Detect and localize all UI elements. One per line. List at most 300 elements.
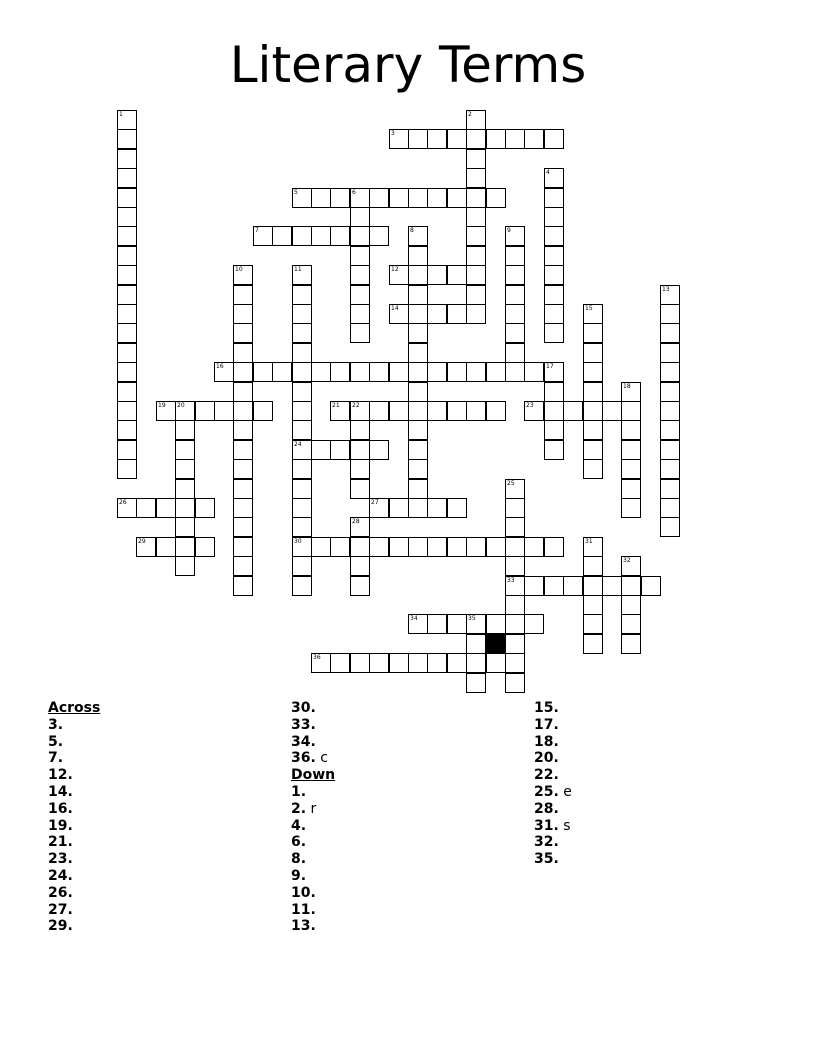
grid-cell[interactable] — [350, 362, 370, 382]
grid-cell[interactable] — [156, 498, 176, 518]
grid-cell[interactable] — [292, 285, 312, 305]
grid-cell[interactable] — [408, 614, 428, 634]
clue-number: 15 — [585, 305, 593, 312]
grid-cell[interactable] — [253, 226, 273, 246]
grid-cell[interactable] — [233, 304, 253, 324]
grid-cell[interactable] — [505, 226, 525, 246]
grid-cell[interactable] — [292, 382, 312, 402]
grid-cell[interactable] — [292, 517, 312, 537]
grid-cell[interactable] — [427, 188, 447, 208]
grid-cell[interactable] — [505, 285, 525, 305]
grid-cell[interactable] — [466, 110, 486, 130]
grid-cell[interactable] — [136, 498, 156, 518]
grid-cell[interactable] — [563, 576, 583, 596]
grid-cell[interactable] — [369, 401, 389, 421]
grid-cell[interactable] — [330, 440, 350, 460]
grid-cell[interactable] — [253, 401, 273, 421]
grid-cell[interactable] — [427, 265, 447, 285]
grid-cell[interactable] — [233, 285, 253, 305]
grid-cell[interactable] — [408, 401, 428, 421]
grid-cell[interactable] — [117, 323, 137, 343]
grid-cell[interactable] — [466, 634, 486, 654]
grid-cell[interactable] — [621, 401, 641, 421]
grid-cell[interactable] — [447, 498, 467, 518]
grid-cell[interactable] — [408, 479, 428, 499]
grid-cell[interactable] — [505, 653, 525, 673]
grid-cell[interactable] — [447, 614, 467, 634]
grid-cell[interactable] — [272, 362, 292, 382]
grid-cell[interactable] — [660, 285, 680, 305]
grid-cell[interactable] — [117, 420, 137, 440]
grid-cell[interactable] — [466, 129, 486, 149]
grid-cell[interactable] — [660, 343, 680, 363]
grid-cell[interactable] — [583, 459, 603, 479]
grid-cell[interactable] — [466, 401, 486, 421]
grid-cell[interactable] — [117, 459, 137, 479]
grid-cell[interactable] — [389, 304, 409, 324]
grid-cell[interactable] — [292, 576, 312, 596]
grid-cell[interactable] — [427, 614, 447, 634]
grid-cell[interactable] — [427, 401, 447, 421]
grid-cell[interactable] — [466, 285, 486, 305]
grid-cell[interactable] — [660, 498, 680, 518]
grid-cell[interactable] — [524, 537, 544, 557]
grid-cell[interactable] — [408, 304, 428, 324]
clue-number: 25 — [507, 480, 515, 487]
grid-cell[interactable] — [408, 382, 428, 402]
grid-cell[interactable] — [175, 498, 195, 518]
grid-cell[interactable] — [408, 362, 428, 382]
grid-cell[interactable] — [505, 323, 525, 343]
grid-cell[interactable] — [660, 479, 680, 499]
grid-cell[interactable] — [369, 653, 389, 673]
grid-cell[interactable] — [233, 343, 253, 363]
grid-cell[interactable] — [233, 401, 253, 421]
grid-cell[interactable] — [389, 362, 409, 382]
grid-cell[interactable] — [272, 226, 292, 246]
grid-cell[interactable] — [660, 517, 680, 537]
grid-cell[interactable] — [117, 246, 137, 266]
grid-cell[interactable] — [330, 188, 350, 208]
grid-cell[interactable] — [583, 440, 603, 460]
grid-cell[interactable] — [447, 362, 467, 382]
grid-cell[interactable] — [544, 285, 564, 305]
grid-cell[interactable] — [621, 498, 641, 518]
grid-cell[interactable] — [233, 323, 253, 343]
grid-cell[interactable] — [233, 517, 253, 537]
grid-cell[interactable] — [253, 362, 273, 382]
grid-cell[interactable] — [486, 614, 506, 634]
grid-cell[interactable] — [350, 401, 370, 421]
grid-cell[interactable] — [466, 673, 486, 693]
grid-cell[interactable] — [544, 207, 564, 227]
grid-cell[interactable] — [583, 420, 603, 440]
grid-cell[interactable] — [350, 576, 370, 596]
grid-cell[interactable] — [408, 226, 428, 246]
grid-cell[interactable] — [427, 304, 447, 324]
grid-cell[interactable] — [175, 459, 195, 479]
grid-cell[interactable] — [292, 362, 312, 382]
grid-cell[interactable] — [389, 265, 409, 285]
grid-cell[interactable] — [136, 537, 156, 557]
grid-cell[interactable] — [195, 537, 215, 557]
grid-cell[interactable] — [117, 401, 137, 421]
grid-cell[interactable] — [175, 556, 195, 576]
grid-cell[interactable] — [583, 576, 603, 596]
grid-cell[interactable] — [660, 323, 680, 343]
grid-cell[interactable] — [505, 595, 525, 615]
grid-cell[interactable] — [214, 401, 234, 421]
grid-cell[interactable] — [427, 129, 447, 149]
grid-cell[interactable] — [233, 479, 253, 499]
down-header: Down — [291, 767, 336, 784]
page-title: Literary Terms — [229, 36, 587, 94]
grid-cell[interactable] — [311, 537, 331, 557]
grid-cell[interactable] — [466, 168, 486, 188]
grid-cell[interactable] — [389, 537, 409, 557]
grid-cell[interactable] — [330, 226, 350, 246]
grid-cell[interactable] — [466, 246, 486, 266]
grid-cell[interactable] — [621, 556, 641, 576]
grid-cell[interactable] — [350, 265, 370, 285]
grid-cell[interactable] — [544, 265, 564, 285]
grid-cell[interactable] — [117, 343, 137, 363]
grid-cell[interactable] — [350, 556, 370, 576]
grid-cell[interactable] — [117, 265, 137, 285]
grid-cell[interactable] — [233, 498, 253, 518]
grid-cell[interactable] — [544, 129, 564, 149]
grid-cell[interactable] — [369, 226, 389, 246]
grid-cell[interactable] — [583, 401, 603, 421]
grid-cell[interactable] — [583, 595, 603, 615]
grid-cell[interactable] — [486, 129, 506, 149]
grid-cell[interactable] — [175, 401, 195, 421]
grid-cell[interactable] — [195, 401, 215, 421]
grid-cell[interactable] — [175, 517, 195, 537]
grid-cell[interactable] — [117, 440, 137, 460]
grid-cell[interactable] — [544, 420, 564, 440]
grid-cell[interactable] — [195, 498, 215, 518]
grid-cell[interactable] — [117, 129, 137, 149]
grid-cell[interactable] — [621, 614, 641, 634]
clue-item — [48, 801, 100, 818]
grid-cell[interactable] — [505, 265, 525, 285]
grid-cell[interactable] — [660, 362, 680, 382]
grid-cell[interactable] — [621, 459, 641, 479]
grid-cell[interactable] — [505, 246, 525, 266]
grid-cell[interactable] — [117, 498, 137, 518]
grid-cell[interactable] — [621, 634, 641, 654]
grid-cell[interactable] — [408, 129, 428, 149]
grid-cell[interactable] — [466, 304, 486, 324]
clue-number-label: 29. — [48, 918, 73, 935]
grid-cell[interactable] — [466, 537, 486, 557]
grid-cell[interactable] — [311, 653, 331, 673]
grid-cell[interactable] — [505, 576, 525, 596]
grid-cell[interactable] — [621, 595, 641, 615]
grid-cell[interactable] — [505, 343, 525, 363]
grid-cell[interactable] — [544, 401, 564, 421]
grid-cell[interactable] — [447, 653, 467, 673]
grid-cell[interactable] — [156, 537, 176, 557]
grid-cell[interactable] — [660, 440, 680, 460]
grid-cell[interactable] — [505, 673, 525, 693]
grid-cell[interactable] — [505, 537, 525, 557]
grid-cell[interactable] — [408, 188, 428, 208]
grid-cell[interactable] — [408, 440, 428, 460]
grid-cell[interactable] — [175, 440, 195, 460]
grid-cell[interactable] — [524, 362, 544, 382]
grid-cell[interactable] — [544, 304, 564, 324]
grid-cell[interactable] — [175, 479, 195, 499]
grid-cell[interactable] — [427, 362, 447, 382]
grid-cell[interactable] — [408, 420, 428, 440]
grid-cell[interactable] — [233, 459, 253, 479]
grid-cell[interactable] — [466, 653, 486, 673]
grid-cell[interactable] — [408, 323, 428, 343]
grid-cell[interactable] — [330, 537, 350, 557]
grid-cell[interactable] — [311, 226, 331, 246]
grid-cell[interactable] — [544, 537, 564, 557]
grid-cell[interactable] — [233, 576, 253, 596]
grid-cell[interactable] — [292, 537, 312, 557]
grid-cell[interactable] — [330, 653, 350, 673]
grid-cell[interactable] — [350, 207, 370, 227]
grid-cell[interactable] — [408, 498, 428, 518]
grid-cell[interactable] — [117, 304, 137, 324]
grid-cell[interactable] — [544, 362, 564, 382]
grid-cell[interactable] — [544, 246, 564, 266]
grid-cell[interactable] — [292, 479, 312, 499]
grid-cell[interactable] — [660, 304, 680, 324]
grid-cell[interactable] — [350, 459, 370, 479]
grid-cell[interactable] — [466, 362, 486, 382]
grid-cell[interactable] — [524, 614, 544, 634]
grid-cell[interactable] — [117, 285, 137, 305]
clues-column-2 — [291, 700, 335, 935]
grid-cell[interactable] — [447, 401, 467, 421]
grid-cell[interactable] — [583, 556, 603, 576]
grid-cell[interactable] — [117, 149, 137, 169]
grid-cell[interactable] — [408, 246, 428, 266]
grid-cell[interactable] — [466, 226, 486, 246]
grid-cell[interactable] — [233, 440, 253, 460]
grid-cell[interactable] — [505, 129, 525, 149]
grid-cell[interactable] — [466, 188, 486, 208]
grid-cell[interactable] — [389, 129, 409, 149]
clue-number-label: 28. — [534, 800, 559, 817]
clue-item — [534, 834, 572, 851]
grid-cell[interactable] — [583, 614, 603, 634]
grid-cell[interactable] — [311, 440, 331, 460]
grid-cell[interactable] — [350, 285, 370, 305]
grid-cell[interactable] — [233, 265, 253, 285]
grid-cell[interactable] — [660, 420, 680, 440]
grid-cell[interactable] — [175, 420, 195, 440]
grid-cell[interactable] — [583, 323, 603, 343]
grid-cell[interactable] — [350, 479, 370, 499]
grid-cell[interactable] — [544, 188, 564, 208]
grid-cell[interactable] — [311, 188, 331, 208]
grid-cell[interactable] — [660, 382, 680, 402]
grid-cell[interactable] — [369, 537, 389, 557]
grid-cell[interactable] — [524, 576, 544, 596]
grid-cell[interactable] — [621, 420, 641, 440]
clue-number-label: 2. — [291, 800, 307, 817]
grid-cell[interactable] — [117, 188, 137, 208]
grid-cell[interactable] — [408, 459, 428, 479]
grid-cell[interactable] — [408, 265, 428, 285]
grid-cell[interactable] — [602, 401, 622, 421]
grid-cell[interactable] — [583, 537, 603, 557]
grid-cell[interactable] — [447, 265, 467, 285]
grid-cell[interactable] — [408, 653, 428, 673]
grid-cell[interactable] — [233, 537, 253, 557]
grid-cell[interactable] — [117, 226, 137, 246]
grid-cell[interactable] — [292, 459, 312, 479]
grid-cell[interactable] — [292, 188, 312, 208]
grid-cell[interactable] — [583, 362, 603, 382]
grid-cell[interactable] — [117, 110, 137, 130]
grid-cell[interactable] — [292, 226, 312, 246]
grid-cell[interactable] — [447, 537, 467, 557]
grid-cell[interactable] — [583, 343, 603, 363]
grid-cell[interactable] — [486, 653, 506, 673]
grid-cell[interactable] — [117, 362, 137, 382]
grid-cell[interactable] — [330, 362, 350, 382]
grid-cell[interactable] — [486, 188, 506, 208]
grid-cell[interactable] — [408, 537, 428, 557]
grid-cell[interactable] — [641, 576, 661, 596]
grid-cell[interactable] — [369, 362, 389, 382]
grid-cell[interactable] — [621, 576, 641, 596]
grid-cell[interactable] — [175, 537, 195, 557]
grid-cell[interactable] — [350, 226, 370, 246]
grid-cell[interactable] — [233, 556, 253, 576]
clue-number: 1 — [119, 111, 123, 118]
grid-cell[interactable] — [156, 401, 176, 421]
clue-item — [291, 801, 335, 818]
grid-cell[interactable] — [486, 362, 506, 382]
grid-cell[interactable] — [369, 188, 389, 208]
grid-cell[interactable] — [544, 226, 564, 246]
clue-item — [534, 801, 572, 818]
grid-cell[interactable] — [233, 420, 253, 440]
grid-cell[interactable] — [427, 498, 447, 518]
grid-cell[interactable] — [505, 517, 525, 537]
grid-cell[interactable] — [117, 382, 137, 402]
grid-cell[interactable] — [583, 382, 603, 402]
grid-cell[interactable] — [350, 440, 370, 460]
grid-cell[interactable] — [292, 323, 312, 343]
grid-cell[interactable] — [583, 304, 603, 324]
grid-cell[interactable] — [505, 304, 525, 324]
grid-cell[interactable] — [292, 498, 312, 518]
grid-cell[interactable] — [466, 149, 486, 169]
grid-cell[interactable] — [350, 323, 370, 343]
grid-cell[interactable] — [350, 517, 370, 537]
grid-cell[interactable] — [602, 576, 622, 596]
grid-cell[interactable] — [350, 246, 370, 266]
grid-cell[interactable] — [330, 401, 350, 421]
grid-cell[interactable] — [505, 634, 525, 654]
grid-cell[interactable] — [408, 285, 428, 305]
grid-cell[interactable] — [117, 207, 137, 227]
grid-cell[interactable] — [350, 188, 370, 208]
grid-cell[interactable] — [292, 304, 312, 324]
grid-cell[interactable] — [117, 168, 137, 188]
clue-number-label: 14. — [48, 783, 73, 800]
grid-cell[interactable] — [292, 556, 312, 576]
grid-cell[interactable] — [408, 343, 428, 363]
grid-cell[interactable] — [389, 653, 409, 673]
grid-cell[interactable] — [292, 440, 312, 460]
grid-cell[interactable] — [350, 537, 370, 557]
grid-cell[interactable] — [505, 498, 525, 518]
grid-cell[interactable] — [660, 401, 680, 421]
grid-cell[interactable] — [505, 556, 525, 576]
grid-cell[interactable] — [214, 362, 234, 382]
grid-cell[interactable] — [311, 362, 331, 382]
grid-cell[interactable] — [544, 382, 564, 402]
grid-cell[interactable] — [505, 479, 525, 499]
grid-cell[interactable] — [660, 459, 680, 479]
grid-cell[interactable] — [427, 537, 447, 557]
grid-cell[interactable] — [505, 614, 525, 634]
grid-cell[interactable] — [563, 401, 583, 421]
grid-cell[interactable] — [486, 537, 506, 557]
grid-cell[interactable] — [544, 323, 564, 343]
grid-cell[interactable] — [466, 207, 486, 227]
grid-cell[interactable] — [233, 382, 253, 402]
grid-cell[interactable] — [447, 129, 467, 149]
grid-cell[interactable] — [292, 401, 312, 421]
grid-cell[interactable] — [369, 440, 389, 460]
grid-cell[interactable] — [583, 634, 603, 654]
grid-cell[interactable] — [350, 420, 370, 440]
grid-cell[interactable] — [292, 265, 312, 285]
grid-cell[interactable] — [447, 188, 467, 208]
grid-cell[interactable] — [389, 498, 409, 518]
grid-cell[interactable] — [389, 188, 409, 208]
grid-cell[interactable] — [466, 265, 486, 285]
grid-cell[interactable] — [350, 653, 370, 673]
grid-cell[interactable] — [486, 401, 506, 421]
clue-item — [48, 885, 100, 902]
grid-cell[interactable] — [524, 129, 544, 149]
grid-cell[interactable] — [621, 479, 641, 499]
grid-cell[interactable] — [466, 614, 486, 634]
grid-cell[interactable] — [621, 440, 641, 460]
grid-cell[interactable] — [505, 362, 525, 382]
clue-number-label: 19. — [48, 817, 73, 834]
grid-cell[interactable] — [427, 653, 447, 673]
grid-cell[interactable] — [524, 401, 544, 421]
grid-cell[interactable] — [292, 343, 312, 363]
grid-cell[interactable] — [292, 420, 312, 440]
grid-cell[interactable] — [621, 382, 641, 402]
clue-number: 27 — [371, 499, 379, 506]
grid-cell[interactable] — [447, 304, 467, 324]
grid-cell[interactable] — [544, 168, 564, 188]
grid-cell[interactable] — [369, 498, 389, 518]
grid-cell[interactable] — [350, 304, 370, 324]
grid-cell[interactable] — [544, 440, 564, 460]
grid-cell[interactable] — [389, 401, 409, 421]
clue-number: 33 — [507, 577, 515, 584]
grid-cell[interactable] — [233, 362, 253, 382]
grid-cell[interactable] — [544, 576, 564, 596]
